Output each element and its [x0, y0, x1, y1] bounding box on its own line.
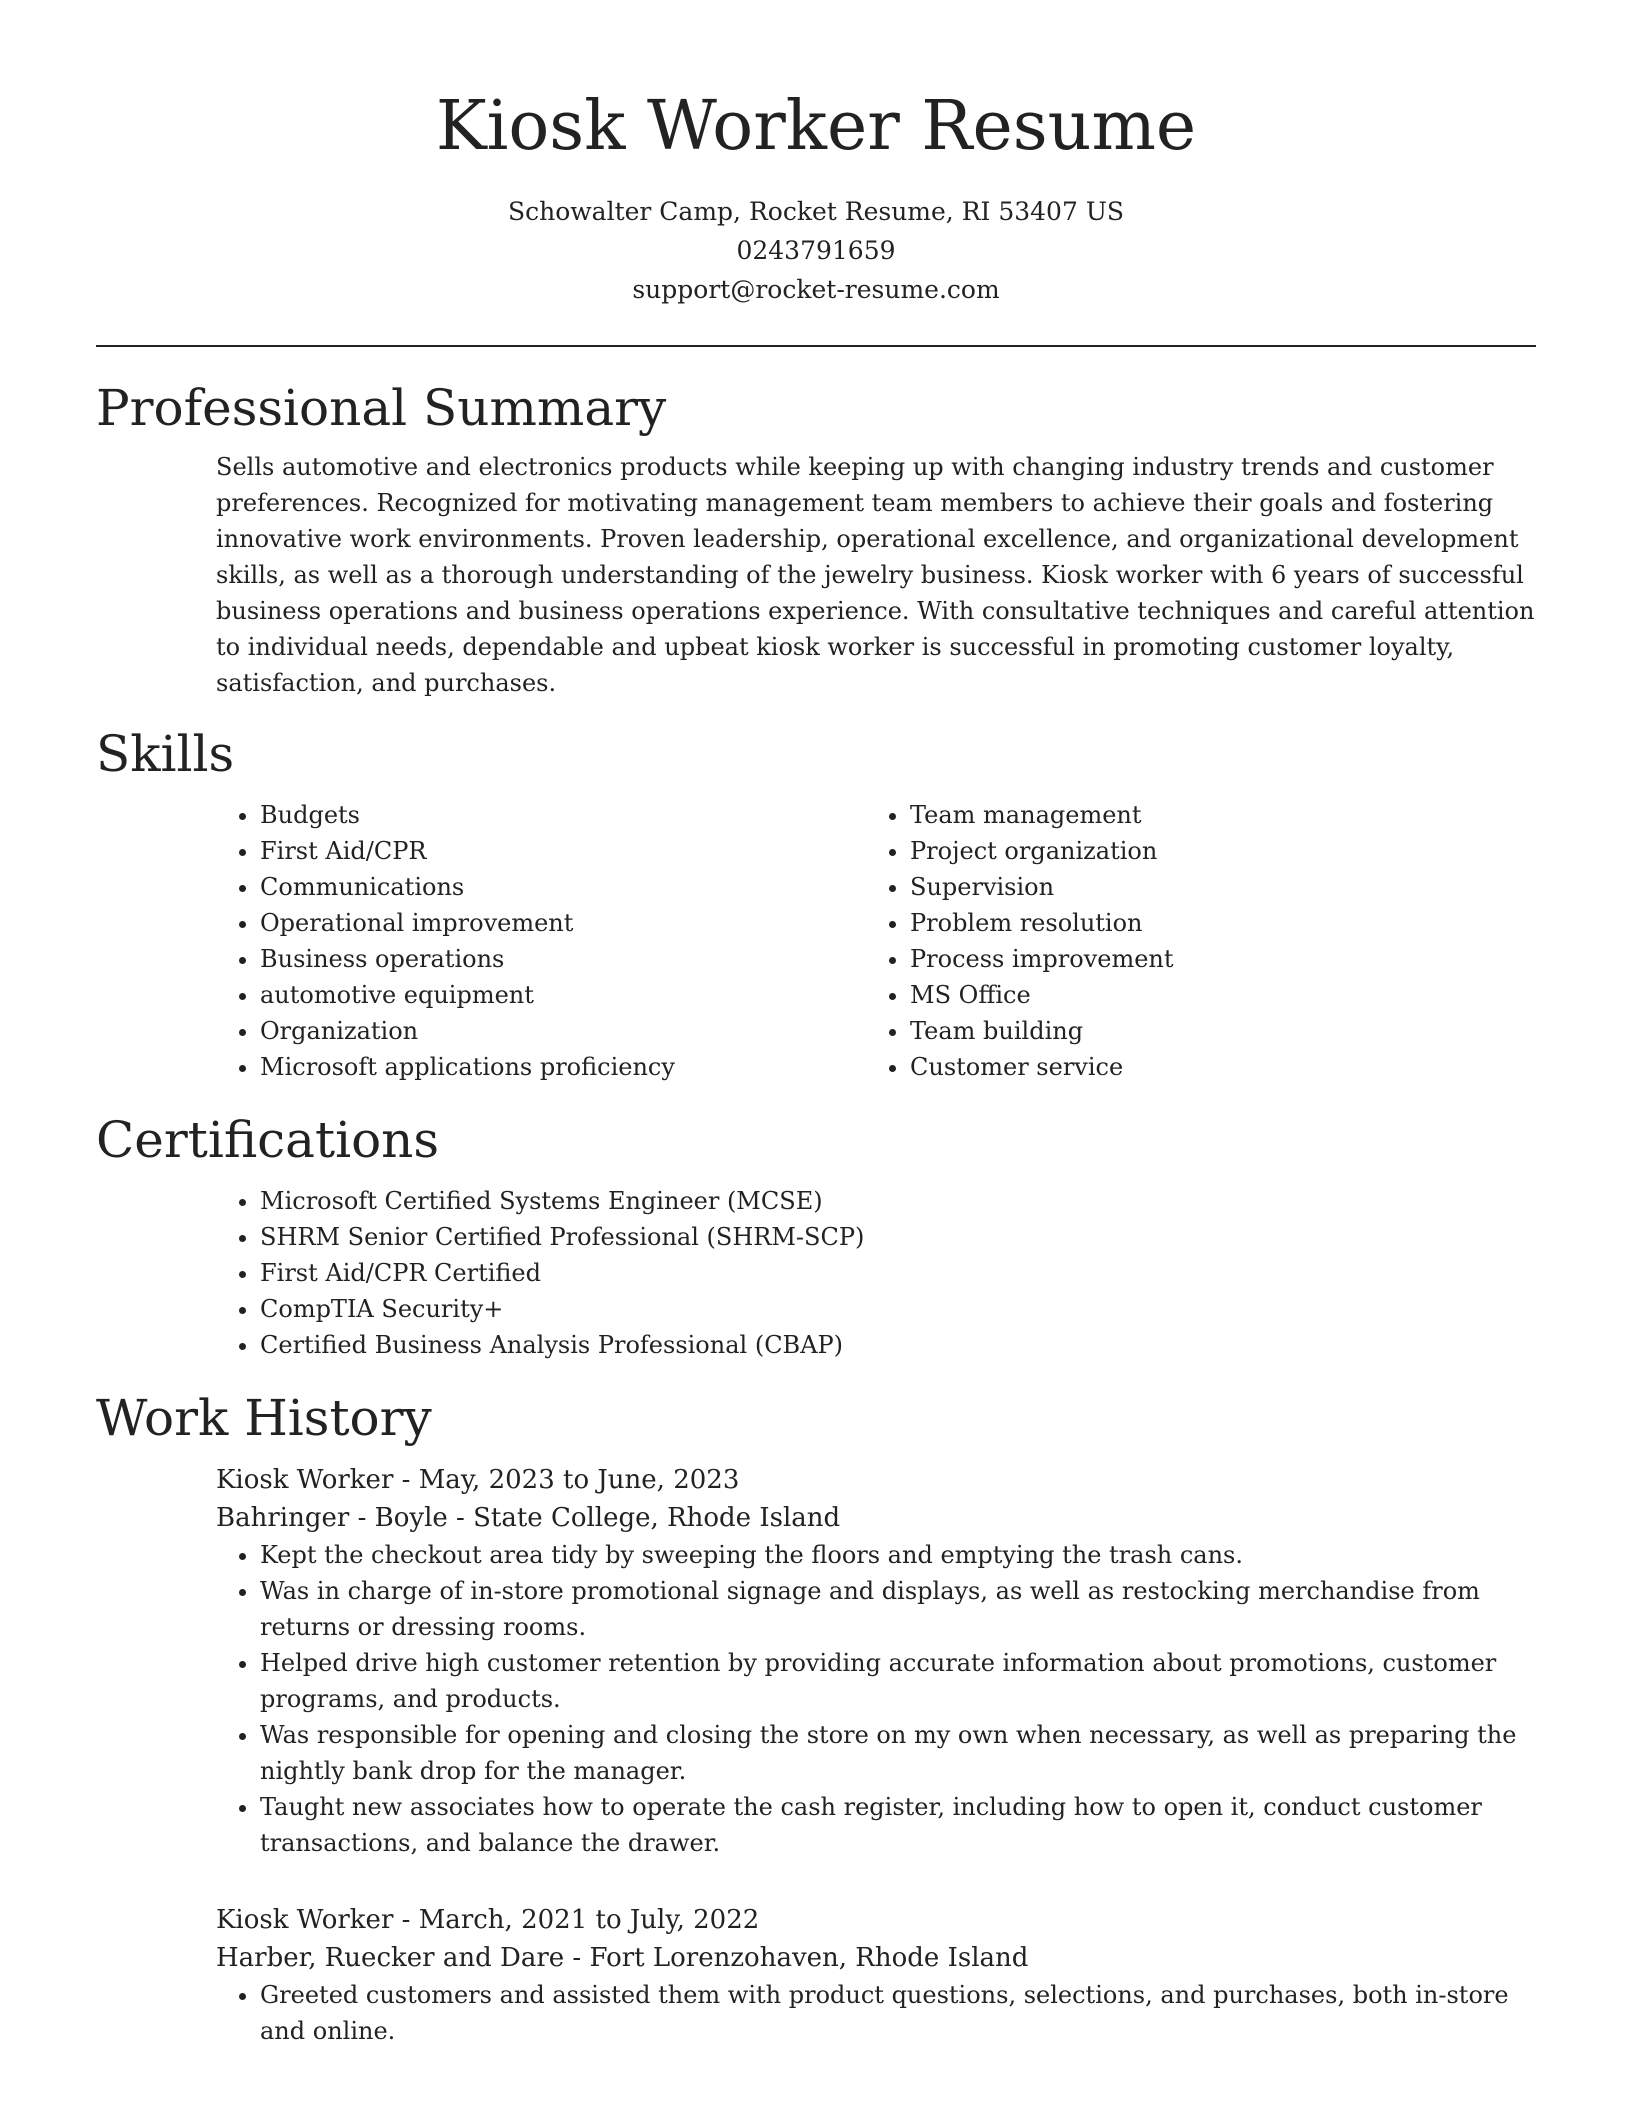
certifications-section — [96, 1109, 1536, 1363]
job-duties-list — [216, 1977, 1536, 2049]
skill-item: • Supervision — [910, 869, 1516, 905]
contact-info — [96, 192, 1536, 309]
skill-item: • automotive equipment — [260, 977, 866, 1013]
skills-list-left — [216, 797, 866, 1085]
summary-heading: Professional Summary — [96, 379, 667, 437]
job-company-line — [216, 1939, 1536, 1977]
contact-address: Schowalter Camp, Rocket Resume, RI 53407 US — [507, 197, 1125, 226]
contact-phone: 0243791659 — [736, 236, 896, 265]
certifications-heading: Certifications — [96, 1111, 440, 1169]
skill-item: • MS Office — [910, 977, 1516, 1013]
skill-item: • Customer service — [910, 1049, 1516, 1085]
certifications-body — [216, 1183, 1536, 1363]
job-company-line — [216, 1499, 1536, 1537]
skill-item: • Microsoft applications proficiency — [260, 1049, 866, 1085]
job-location: - State College, Rhode Island — [447, 1503, 841, 1533]
contact-email: support@rocket-resume.com — [632, 275, 1000, 304]
skill-item: • Team building — [910, 1013, 1516, 1049]
skill-item: • Project organization — [910, 833, 1516, 869]
job-duty-item: • Greeted customers and assisted them with product questions, selections, and purchases, both in-store and online. — [260, 1977, 1536, 2049]
job-duty-item: • Taught new associates how to operate the cash register, including how to open it, conduct customer transactions, and balance the drawer. — [260, 1789, 1536, 1861]
job-duty-item: • Was in charge of in-store promotional signage and displays, as well as restocking merchandise from returns or dressing rooms. — [260, 1573, 1536, 1645]
skill-item: • Problem resolution — [910, 905, 1516, 941]
certification-item: • Microsoft Certified Systems Engineer (MCSE) — [260, 1183, 1536, 1219]
job-title-line — [216, 1461, 1536, 1499]
skill-item: • Operational improvement — [260, 905, 866, 941]
job-title-line — [216, 1901, 1536, 1939]
job-role: Kiosk Worker — [216, 1905, 394, 1935]
skill-item: • Business operations — [260, 941, 866, 977]
skills-section — [96, 723, 1536, 1085]
work-history-body — [216, 1461, 1536, 2049]
skill-item: • First Aid/CPR — [260, 833, 866, 869]
skill-item: • Process improvement — [910, 941, 1516, 977]
job-entry — [216, 1901, 1536, 2049]
job-dates: - March, 2021 to July, 2022 — [393, 1905, 760, 1935]
job-location: - Fort Lorenzohaven, Rhode Island — [564, 1943, 1029, 1973]
resume-header — [96, 0, 1536, 309]
skills-list-right — [866, 797, 1516, 1085]
work-history-section — [96, 1387, 1536, 2049]
skill-item: • Budgets — [260, 797, 866, 833]
job-role: Kiosk Worker — [216, 1465, 394, 1495]
certification-item: • Certified Business Analysis Professional (CBAP) — [260, 1327, 1536, 1363]
resume-title: Kiosk Worker Resume — [435, 87, 1197, 166]
job-entry — [216, 1461, 1536, 1861]
skill-item: • Organization — [260, 1013, 866, 1049]
summary-section — [96, 377, 1536, 701]
job-duties-list — [216, 1537, 1536, 1861]
summary-text: Sells automotive and electronics products while keeping up with changing industry trends and customer preferences. Recognized for motivating management team members to achieve their goals and fostering innovative work environments. Proven leadership, operational excellence, and organizational development skills, as well as a thorough understanding of the jewelry business. Kiosk worker with 6 years of successful business operations and business operations experience. With consultative techniques and careful attention to individual needs, dependable and upbeat kiosk worker is successful in promoting customer loyalty, satisfaction, and purchases. — [216, 453, 1535, 697]
job-duty-item: • Kept the checkout area tidy by sweeping the floors and emptying the trash cans. — [260, 1537, 1536, 1573]
job-dates: - May, 2023 to June, 2023 — [393, 1465, 740, 1495]
work-history-heading: Work History — [96, 1389, 432, 1447]
skills-heading: Skills — [96, 725, 235, 783]
resume-page — [96, 0, 1536, 2049]
certification-item: • SHRM Senior Certified Professional (SHRM-SCP) — [260, 1219, 1536, 1255]
header-divider — [96, 345, 1536, 347]
job-duty-item: • Was responsible for opening and closing the store on my own when necessary, as well as preparing the nightly bank drop for the manager. — [260, 1717, 1536, 1789]
job-company: Harber, Ruecker and Dare — [216, 1943, 565, 1973]
skills-grid — [216, 797, 1536, 1085]
certifications-list — [216, 1183, 1536, 1363]
skill-item: • Team management — [910, 797, 1516, 833]
skills-column-right — [866, 797, 1516, 1085]
skills-column-left — [216, 797, 866, 1085]
job-duty-item: • Helped drive high customer retention by providing accurate information about promotions, customer programs, and products. — [260, 1645, 1536, 1717]
certification-item: • CompTIA Security+ — [260, 1291, 1536, 1327]
certification-item: • First Aid/CPR Certified — [260, 1255, 1536, 1291]
job-company: Bahringer - Boyle — [216, 1503, 448, 1533]
skill-item: • Communications — [260, 869, 866, 905]
